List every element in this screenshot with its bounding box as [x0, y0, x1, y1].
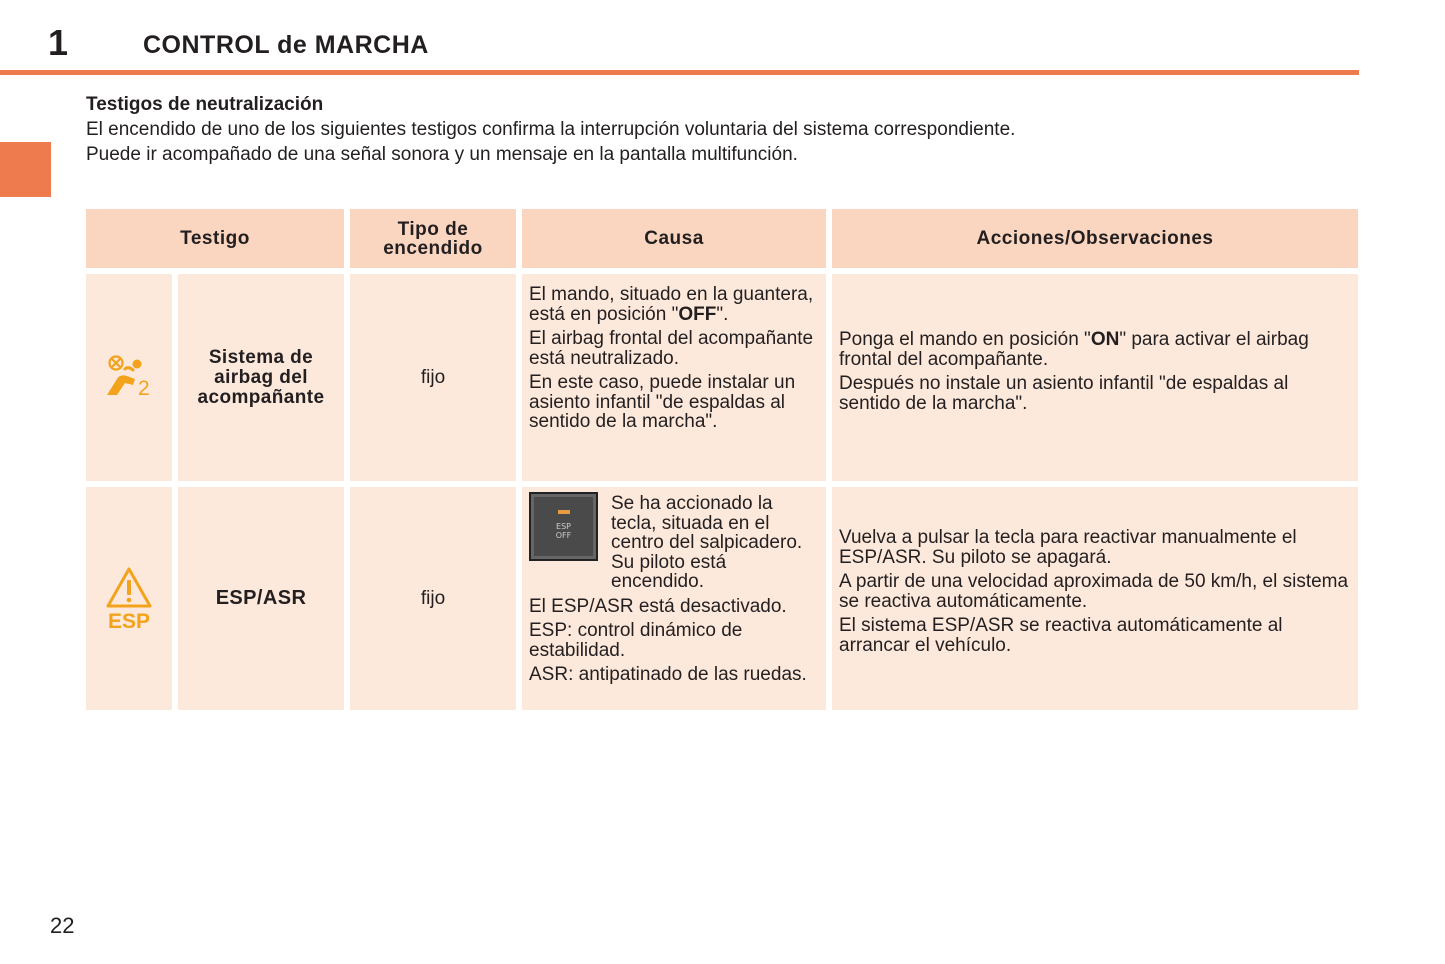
esp-causa-cell [522, 487, 826, 710]
esp-button-led [558, 510, 570, 514]
accion-paragraph [839, 330, 1350, 369]
header-tipo-line: encendido [383, 237, 483, 259]
esp-button-label [531, 522, 596, 540]
causa-paragraph: El airbag frontal del acompañante está neutralizado. [529, 328, 814, 369]
esp-button-row [529, 494, 820, 592]
on-keyword: ON [1090, 329, 1120, 350]
accion-text: " para activar el airbag frontal del acompañante. [839, 329, 1309, 370]
header-testigo: Testigo [86, 209, 344, 268]
accion-paragraph: Vuelva a pulsar la tecla para reactivar manualmente el ESP/ASR. Su piloto se apagará. [839, 527, 1297, 568]
airbag-name-line: Sistema de [208, 346, 314, 368]
esp-tipo-cell: fijo [350, 487, 516, 710]
causa-text: El mando, situado en la guantera, está en posición " [529, 284, 814, 325]
header-tipo [350, 209, 516, 268]
intro-line: Puede ir acompañado de una señal sonora y un mensaje en la pantalla multifunción. [86, 144, 798, 165]
intro-line: El encendido de uno de los siguientes testigos confirma la interrupción voluntaria del sistema correspondiente. [86, 119, 1016, 140]
accion-paragraph: Después no instale un asiento infantil "de espaldas al sentido de la marcha". [839, 373, 1289, 414]
causa-paragraph: ASR: antipatinado de las ruedas. [529, 664, 807, 685]
causa-paragraph: En este caso, puede instalar un asiento infantil "de espaldas al sentido de la marcha". [529, 372, 796, 432]
causa-paragraph: El ESP/ASR está desactivado. [529, 595, 787, 617]
header-tipo-line: Tipo de [397, 218, 469, 240]
airbag-icon-cell [86, 274, 172, 481]
chapter-tab [0, 142, 51, 197]
causa-paragraph [529, 285, 820, 324]
svg-text:2: 2 [138, 376, 150, 400]
airbag-name-cell [178, 274, 344, 481]
airbag-name-line: acompañante [197, 386, 325, 408]
chapter-title: CONTROL de MARCHA [143, 31, 429, 59]
esp-off-button-icon [529, 492, 598, 561]
header-causa: Causa [522, 209, 826, 268]
causa-paragraph: ESP: control dinámico de estabilidad. [529, 620, 743, 661]
airbag-causa-cell [522, 274, 826, 481]
esp-icon-label: ESP [107, 609, 151, 632]
off-keyword: OFF [678, 303, 717, 325]
esp-button-label-line: ESP [556, 522, 571, 531]
esp-name-cell: ESP/ASR [178, 487, 344, 710]
causa-text: ". [716, 303, 729, 325]
esp-button-label-line: OFF [555, 531, 572, 540]
header-rule [0, 70, 1359, 75]
page-number: 22 [50, 913, 75, 938]
header-acciones: Acciones/Observaciones [832, 209, 1358, 268]
airbag-tipo-cell: fijo [350, 274, 516, 481]
airbag-off-icon [103, 355, 155, 401]
accion-paragraph: A partir de una velocidad aproximada de 50 km/h, el sistema se reactiva automáticamente. [839, 571, 1349, 612]
airbag-acciones-cell [832, 274, 1358, 481]
airbag-name-line: airbag del [214, 366, 308, 388]
causa-paragraph: Se ha accionado la tecla, situada en el centro del salpicadero. Su piloto está encendido. [611, 493, 803, 592]
esp-warning-icon [105, 566, 153, 632]
esp-icon-cell [86, 487, 172, 710]
chapter-number: 1 [48, 22, 69, 63]
section-heading: Testigos de neutralización [86, 94, 324, 115]
accion-paragraph: El sistema ESP/ASR se reactiva automáticamente al arrancar el vehículo. [839, 615, 1283, 656]
esp-acciones-cell [832, 487, 1358, 710]
intro-section [86, 92, 1346, 167]
accion-text: Ponga el mando en posición " [839, 329, 1091, 350]
